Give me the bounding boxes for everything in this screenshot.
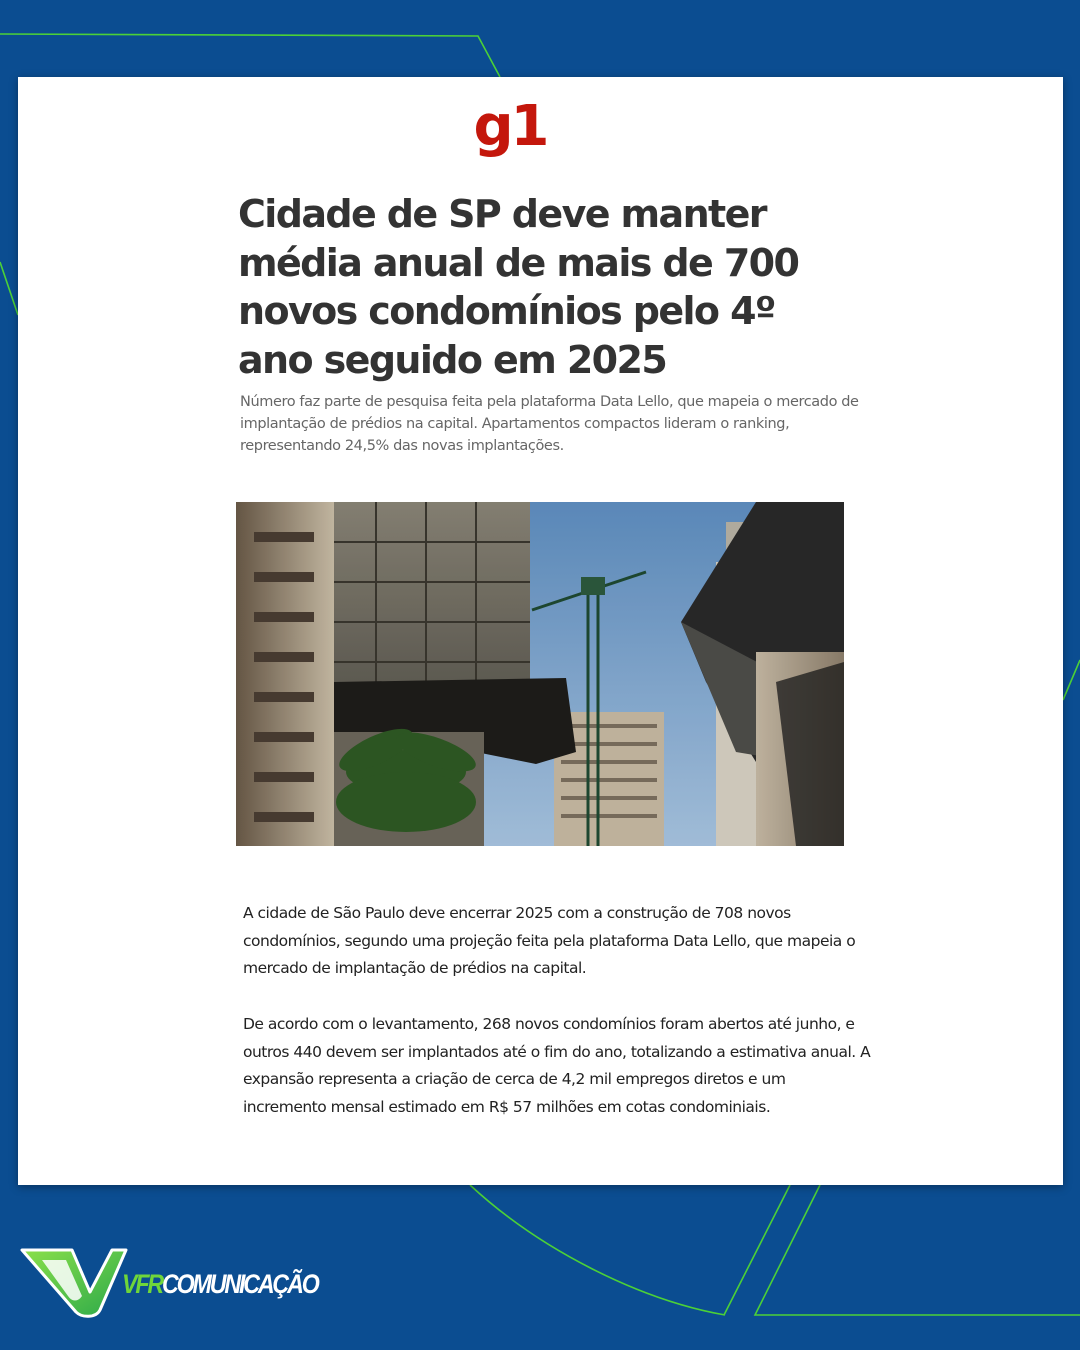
article-paragraph: A cidade de São Paulo deve encerrar 2025 com a construção de 708 novos condomínios, segundo uma projeção feita pela plataforma Data Lello, que mapeia o mercado de implantação de prédios na capital. [243,904,856,977]
vfr-brand-suffix: COMUNICAÇÃO [161,1269,318,1299]
article-paragraph: De acordo com o levantamento, 268 novos condomínios foram abertos até junho, e outros 440 devem ser implantados até o fim do ano, totalizando a estimativa anual. A expansão representa a criação de cerca de 4,2 mil empregos diretos e um incremento mensal estimado em R$ 57 milhões em cotas condominiais. [243,1015,871,1116]
article-headline: Cidade de SP deve manter média anual de mais de 700 novos condomínios pelo 4º ano seguido em 2025 [238,192,799,382]
g1-logo: g1 [473,94,547,159]
article-subtitle: Número faz parte de pesquisa feita pela plataforma Data Lello, que mapeia o mercado de implantação de prédios na capital. Apartamentos compactos lideram o ranking, representando 24,5% das novas implantações. [240,394,859,454]
vfr-brand-prefix: VFR [122,1269,162,1299]
vfr-brand-name [122,1264,318,1304]
article-photo [236,502,844,846]
